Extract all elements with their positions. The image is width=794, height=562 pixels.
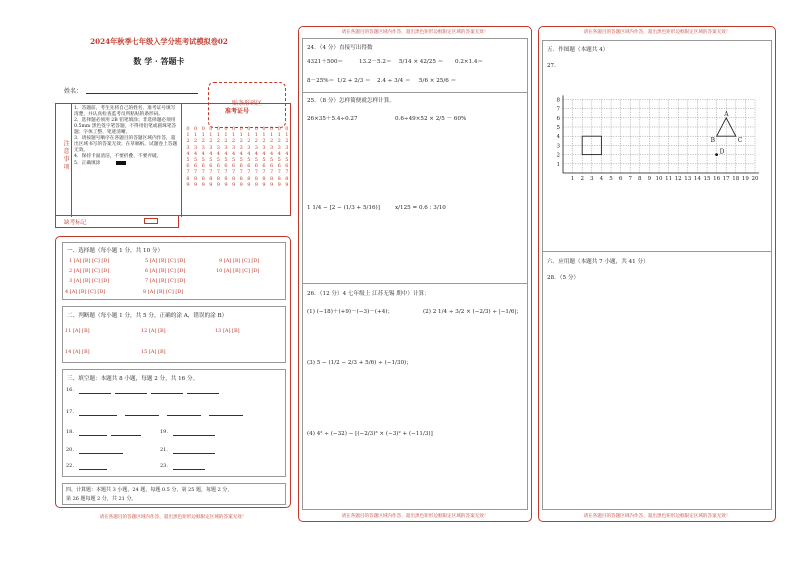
- coordinate-grid[interactable]: [549, 93, 773, 185]
- admission-digit-column[interactable]: [284, 126, 290, 188]
- admission-digit[interactable]: 7: [232, 169, 236, 176]
- admission-digit[interactable]: 8: [232, 175, 236, 182]
- y-tick-label: 8: [556, 97, 560, 104]
- admission-digit[interactable]: 1: [216, 132, 220, 139]
- section-3-title: 三、填空题：本题共 8 小题，每题 2 分，共 16 分。: [67, 376, 199, 382]
- x-tick-label: 4: [599, 176, 604, 182]
- q24-expr-1[interactable]: 4321＋500＝: [307, 59, 344, 65]
- admission-label: 准考证号: [224, 108, 249, 115]
- admission-digit[interactable]: 0: [270, 126, 274, 132]
- note-4: 4．保持卡面清洁，不要折叠、不要弄破。: [74, 154, 162, 159]
- admission-digit[interactable]: 7: [262, 169, 266, 176]
- admission-digit-column[interactable]: [238, 126, 244, 188]
- admission-digit[interactable]: 4: [201, 150, 205, 157]
- admission-digit[interactable]: 3: [247, 144, 251, 151]
- admission-digit[interactable]: 1: [186, 132, 190, 139]
- admission-digit[interactable]: 3: [277, 144, 281, 151]
- q16-blank-1[interactable]: [79, 393, 111, 394]
- q18-label: 18.: [66, 429, 74, 435]
- admission-digit[interactable]: 4: [209, 150, 213, 157]
- q4-options[interactable]: 4 [A] [B] [C] [D]: [65, 289, 106, 295]
- admission-digit-column[interactable]: [261, 126, 267, 188]
- q25-expr-4[interactable]: x/125 = 0.6 : 3/10: [395, 205, 446, 211]
- admission-digit[interactable]: 8: [254, 175, 258, 182]
- admission-digit[interactable]: 2: [247, 138, 251, 145]
- admission-digit[interactable]: 2: [239, 138, 243, 145]
- answer-sheet-subtitle: 数 学 · 答题卡: [133, 56, 185, 66]
- q17-blank-3[interactable]: [167, 415, 201, 416]
- right-top-warning: 请在各题目的答题区域内作答，超出黑色矩形边框限定区域的答案无效！: [583, 30, 731, 35]
- section-1-box: [62, 242, 286, 300]
- admission-digit[interactable]: 1: [232, 132, 236, 139]
- admission-digit[interactable]: 1: [209, 132, 213, 139]
- admission-digit[interactable]: 6: [201, 163, 205, 170]
- section-1-title: 一、选择题（每小题 1 分，共 10 分）: [67, 248, 164, 254]
- x-tick-label: 16: [713, 176, 721, 182]
- right-bottom-warning: 请在各题目的答题区域内作答，超出黑色矩形边框限定区域的答案无效！: [583, 514, 731, 519]
- x-tick-label: 10: [655, 176, 663, 182]
- admission-digit[interactable]: 6: [277, 163, 281, 170]
- x-tick-label: 14: [693, 176, 701, 182]
- x-tick-label: 18: [732, 176, 740, 182]
- q16-blank-3[interactable]: [151, 393, 183, 394]
- admission-digit[interactable]: 1: [285, 132, 289, 139]
- q25-expr-3[interactable]: 1 1/4 − [2 − (1/3 + 5/16)]: [307, 205, 380, 211]
- admission-digit[interactable]: 8: [209, 175, 213, 182]
- admission-digit-column[interactable]: [246, 126, 252, 188]
- admission-digit[interactable]: 5: [270, 157, 274, 164]
- admission-digit[interactable]: 3: [262, 144, 266, 151]
- admission-digit[interactable]: 8: [216, 175, 220, 182]
- q26-expr-2[interactable]: (2) 2 1/4 ÷ 3/2 × (−2/3) ÷ |−1/6|；: [423, 309, 522, 315]
- admission-digit[interactable]: 0: [285, 126, 289, 132]
- q25-expr-1[interactable]: 26×35＋5.4÷0.27: [307, 116, 358, 122]
- x-tick-label: 3: [590, 176, 594, 182]
- q18-blank-1[interactable]: [79, 435, 107, 436]
- q1-options[interactable]: 1 [A] [B] [C] [D]: [69, 258, 110, 264]
- admission-digit-column[interactable]: [193, 126, 199, 188]
- q24-25-box: [302, 38, 528, 284]
- admission-digit[interactable]: 5: [194, 157, 198, 164]
- admission-digit[interactable]: 8: [270, 175, 274, 182]
- section-2-box: [62, 306, 286, 363]
- q20-blank[interactable]: [79, 453, 123, 454]
- q16-blank-2[interactable]: [115, 393, 147, 394]
- q24-expr-7[interactable]: 2.4 ÷ 3/4 ＝: [377, 78, 411, 84]
- admission-digit[interactable]: 0: [216, 126, 220, 132]
- admission-digit[interactable]: 7: [270, 169, 274, 176]
- q24-expr-8[interactable]: 5/6 × 25/6 ＝: [419, 78, 457, 84]
- admission-digit[interactable]: 9: [277, 181, 281, 188]
- q13-options[interactable]: 13 [A] [B]: [215, 328, 240, 334]
- admission-digit[interactable]: 4: [262, 150, 266, 157]
- x-tick-label: 5: [609, 176, 613, 182]
- absent-mark-row: [55, 216, 179, 228]
- admission-digit[interactable]: 2: [186, 138, 190, 145]
- admission-digit[interactable]: 3: [254, 144, 258, 151]
- admission-digit-column[interactable]: [253, 126, 259, 188]
- q18-blank-2[interactable]: [111, 435, 141, 436]
- admission-digit[interactable]: 1: [194, 132, 198, 139]
- admission-digit[interactable]: 0: [194, 126, 198, 132]
- point-label: B: [710, 137, 716, 145]
- admission-digit-column[interactable]: [276, 126, 282, 188]
- admission-digit[interactable]: 5: [224, 157, 228, 164]
- q24-expr-4[interactable]: 0.2×1.4＝: [455, 59, 484, 65]
- admission-digit[interactable]: 1: [239, 132, 243, 139]
- admission-digit[interactable]: 9: [254, 181, 258, 188]
- admission-digit[interactable]: 5: [232, 157, 236, 164]
- admission-digit[interactable]: 9: [201, 181, 205, 188]
- admission-digit[interactable]: 6: [239, 163, 243, 170]
- admission-number-area: [181, 104, 292, 217]
- admission-digit[interactable]: 5: [186, 157, 190, 164]
- admission-digit[interactable]: 5: [247, 157, 251, 164]
- q9-options[interactable]: 9 [A] [B] [C] [D]: [219, 258, 260, 264]
- barcode-sticker-label: 贴条形码区: [231, 100, 262, 107]
- admission-digit[interactable]: 2: [277, 138, 281, 145]
- notes-side-text: 注 意 事 项: [62, 140, 69, 170]
- admission-digit[interactable]: 4: [270, 150, 274, 157]
- admission-digit[interactable]: 7: [254, 169, 258, 176]
- q3-options[interactable]: 3 [A] [B] [C] [D]: [69, 278, 110, 284]
- admission-digit-column[interactable]: [200, 126, 206, 188]
- notes-list: [74, 106, 178, 167]
- y-tick-label: 3: [556, 143, 560, 150]
- admission-digit[interactable]: 0: [254, 126, 258, 132]
- admission-digit[interactable]: 2: [232, 138, 236, 145]
- x-tick-label: 9: [647, 176, 652, 182]
- middle-top-warning: 请在各题目的答题区域内作答，超出黑色矩形边框限定区域的答案无效！: [341, 30, 489, 35]
- admission-digit[interactable]: 6: [224, 163, 228, 170]
- q17-blank-1[interactable]: [79, 415, 117, 416]
- note-3: 3．请按题号顺序在各题目的答题区域内作答，超出区域书写的答案无效；在草稿纸、试题卷上答题无效。: [74, 136, 178, 153]
- x-tick-label: 19: [741, 176, 749, 182]
- admission-digit[interactable]: 9: [239, 181, 243, 188]
- admission-digit-column[interactable]: [269, 126, 275, 188]
- admission-digit[interactable]: 1: [247, 132, 251, 139]
- admission-digit[interactable]: 8: [201, 175, 205, 182]
- q15-options[interactable]: 15 [A] [B]: [141, 349, 166, 355]
- admission-digit[interactable]: 7: [285, 169, 289, 176]
- q26-expr-4[interactable]: (4) 4² ÷ (−32) − [(−2/3)³ × (−3)² + (−11/3)]: [307, 431, 433, 437]
- admission-digit[interactable]: 8: [285, 175, 289, 182]
- q26-title: 26．（12 分）4 七年级上 江苏无锡 期中）计算：: [307, 291, 430, 297]
- notes-side-label: [56, 104, 72, 217]
- notes-admission-block: [55, 103, 291, 216]
- name-input-line[interactable]: [86, 93, 198, 94]
- admission-digit-column[interactable]: [208, 126, 214, 188]
- admission-digit[interactable]: 9: [232, 181, 236, 188]
- q6-options[interactable]: 6 [A] [B] [C] [D]: [145, 268, 186, 274]
- admission-digit[interactable]: 0: [224, 126, 228, 132]
- admission-digit[interactable]: 3: [224, 144, 228, 151]
- q26-expr-3[interactable]: (3) 5 − (1/2 − 2/3 + 5/6) ÷ (−1/30)；: [307, 360, 412, 366]
- admission-digit[interactable]: 2: [285, 138, 289, 145]
- admission-digit[interactable]: 3: [285, 144, 289, 151]
- point-d-dot: [715, 153, 718, 156]
- q24-expr-3[interactable]: 5/14 × 42/25 ＝: [399, 59, 444, 65]
- admission-digit[interactable]: 2: [209, 138, 213, 145]
- admission-digit[interactable]: 4: [224, 150, 228, 157]
- admission-digit[interactable]: 9: [262, 181, 266, 188]
- q16-label: 16.: [66, 387, 74, 393]
- admission-digit[interactable]: 9: [270, 181, 274, 188]
- admission-digit[interactable]: 3: [186, 144, 190, 151]
- admission-digit[interactable]: 7: [209, 169, 213, 176]
- q2-options[interactable]: 2 [A] [B] [C] [D]: [69, 268, 110, 274]
- y-tick-label: 7: [556, 106, 560, 113]
- admission-digit[interactable]: 3: [270, 144, 274, 151]
- admission-digit[interactable]: 4: [216, 150, 220, 157]
- admission-digit[interactable]: 0: [209, 126, 213, 132]
- admission-digit[interactable]: 6: [232, 163, 236, 170]
- section-6-box: [542, 252, 772, 510]
- x-tick-label: 12: [674, 176, 682, 182]
- admission-digit[interactable]: 9: [247, 181, 251, 188]
- admission-digit[interactable]: 7: [247, 169, 251, 176]
- admission-digit[interactable]: 1: [270, 132, 274, 139]
- admission-digit[interactable]: 9: [209, 181, 213, 188]
- section-6-title: 六．应用题（本题共 7 小题，共 41 分）: [547, 259, 649, 265]
- admission-digit[interactable]: 0: [262, 126, 266, 132]
- admission-digit[interactable]: 6: [285, 163, 289, 170]
- admission-digit[interactable]: 2: [194, 138, 198, 145]
- q24-q25-divider: [303, 92, 527, 93]
- admission-digit[interactable]: 3: [216, 144, 220, 151]
- admission-digit[interactable]: 9: [216, 181, 220, 188]
- admission-digit[interactable]: 8: [186, 175, 190, 182]
- x-tick-label: 6: [618, 176, 623, 182]
- admission-digit[interactable]: 8: [224, 175, 228, 182]
- admission-digit[interactable]: 7: [224, 169, 228, 176]
- q17-label: 17.: [66, 409, 74, 415]
- admission-digit[interactable]: 4: [239, 150, 243, 157]
- q24-expr-2[interactable]: 13.2－5.2＝: [359, 59, 392, 65]
- admission-digit[interactable]: 5: [216, 157, 220, 164]
- admission-digit[interactable]: 5: [262, 157, 266, 164]
- admission-digit[interactable]: 1: [224, 132, 228, 139]
- admission-digit[interactable]: 0: [186, 126, 190, 132]
- q5-options[interactable]: 5 [A] [B] [C] [D]: [145, 258, 186, 264]
- point-label: A: [724, 110, 729, 118]
- y-tick-label: 5: [556, 125, 560, 131]
- admission-digit[interactable]: 0: [232, 126, 236, 132]
- x-tick-label: 8: [638, 176, 642, 182]
- q21-blank[interactable]: [173, 453, 215, 454]
- q27-label: 27．: [547, 63, 560, 69]
- filled-sample-mark: [116, 161, 126, 165]
- q8-options[interactable]: 8 [A] [B] [C] [D]: [143, 289, 184, 295]
- note-2: 2．选择题必须用 2B 铅笔填涂；非选择题必须用 0.5mm 黑色签字笔答题，不得用铅笔或圆珠笔答题；字体工整、笔迹清晰。: [74, 118, 177, 135]
- q24-expr-5[interactable]: 8－25%＝: [307, 78, 335, 84]
- q28-label: 28．（5 分）: [547, 275, 580, 281]
- exam-title: 2024年秋季七年级入学分班考试模拟卷02: [90, 37, 228, 46]
- q24-title: 24．（4 分）直接写出得数: [307, 45, 373, 51]
- admission-digit[interactable]: 1: [262, 132, 266, 139]
- admission-digit[interactable]: 9: [186, 181, 190, 188]
- admission-digit[interactable]: 6: [247, 163, 251, 170]
- admission-digit[interactable]: 7: [277, 169, 281, 176]
- admission-digit[interactable]: 6: [209, 163, 213, 170]
- q20-label: 20.: [66, 447, 74, 453]
- admission-digit[interactable]: 6: [270, 163, 274, 170]
- y-tick-label: 2: [556, 152, 560, 159]
- admission-digit[interactable]: 9: [285, 181, 289, 188]
- y-tick-label: 1: [556, 161, 560, 168]
- x-tick-label: 2: [580, 176, 584, 182]
- admission-digit[interactable]: 5: [254, 157, 258, 164]
- left-bottom-warning: 请在各题目的答题区域内作答，超出黑色矩形边框限定区域的答案无效！: [99, 515, 247, 520]
- admission-digit-grid[interactable]: [185, 126, 291, 196]
- y-tick-label: 6: [556, 115, 560, 122]
- admission-digit[interactable]: 4: [232, 150, 236, 157]
- admission-digit[interactable]: 3: [232, 144, 236, 151]
- section-3-box: [62, 369, 286, 477]
- admission-digit[interactable]: 2: [254, 138, 258, 145]
- admission-digit[interactable]: 2: [262, 138, 266, 145]
- admission-digit[interactable]: 6: [254, 163, 258, 170]
- admission-digit[interactable]: 8: [194, 175, 198, 182]
- q16-blank-4[interactable]: [187, 393, 219, 394]
- x-tick-label: 7: [628, 176, 632, 182]
- admission-digit[interactable]: 5: [277, 157, 281, 164]
- x-tick-label: 11: [665, 176, 673, 182]
- q22-blank[interactable]: [79, 469, 107, 470]
- q21-label: 21.: [160, 447, 168, 453]
- admission-digit[interactable]: 4: [186, 150, 190, 157]
- admission-digit-column[interactable]: [223, 126, 229, 188]
- admission-digit[interactable]: 1: [201, 132, 205, 139]
- middle-bottom-warning: 请在各题目的答题区域内作答，超出黑色矩形边框限定区域的答案无效！: [341, 514, 489, 519]
- q26-expr-1[interactable]: (1) (−18)＋(+9)－(−3)－(+4)；: [307, 309, 394, 315]
- note-1: 1．答题前，考生先将自己的姓名、准考证号填写清楚，并认真检查监考员所粘贴的条形码。: [74, 106, 176, 117]
- section-5-title: 五．作图题（本题共 4）: [547, 47, 609, 53]
- admission-digit[interactable]: 2: [270, 138, 274, 145]
- admission-digit[interactable]: 3: [201, 144, 205, 151]
- admission-digit[interactable]: 5: [239, 157, 243, 164]
- q23-blank[interactable]: [173, 469, 205, 470]
- section-4-title-line-2: 第 26 题每题 2 分，共 21 分。: [66, 496, 137, 502]
- q12-options[interactable]: 12 [A] [B]: [141, 328, 166, 334]
- x-tick-label: 1: [570, 176, 575, 182]
- admission-digit-column[interactable]: [185, 126, 191, 188]
- q26-box: [302, 284, 528, 510]
- admission-digit[interactable]: 8: [262, 175, 266, 182]
- admission-digit[interactable]: 4: [285, 150, 289, 157]
- admission-digit[interactable]: 0: [239, 126, 243, 132]
- q14-options[interactable]: 14 [A] [B]: [65, 349, 90, 355]
- admission-digit[interactable]: 2: [201, 138, 205, 145]
- admission-digit[interactable]: 5: [209, 157, 213, 164]
- absent-checkbox[interactable]: [144, 218, 158, 224]
- q11-options[interactable]: 11 [A] [B]: [65, 328, 90, 334]
- admission-digit[interactable]: 6: [216, 163, 220, 170]
- y-tick-label: 4: [556, 134, 560, 141]
- admission-digit[interactable]: 9: [194, 181, 198, 188]
- x-tick-label: 20: [751, 176, 759, 182]
- admission-digit[interactable]: 4: [254, 150, 258, 157]
- x-tick-label: 13: [684, 176, 692, 182]
- admission-digit[interactable]: 7: [239, 169, 243, 176]
- admission-digit[interactable]: 1: [277, 132, 281, 139]
- section-5-box: [542, 40, 772, 252]
- admission-digit-column[interactable]: [215, 126, 221, 188]
- admission-digit[interactable]: 1: [254, 132, 258, 139]
- admission-digit[interactable]: 0: [247, 126, 251, 132]
- section-4-box: [62, 483, 286, 505]
- q24-expr-6[interactable]: 1/2 + 2/3 ＝: [337, 78, 371, 84]
- admission-digit[interactable]: 6: [262, 163, 266, 170]
- admission-digit[interactable]: 6: [186, 163, 190, 170]
- admission-digit[interactable]: 7: [186, 169, 190, 176]
- admission-digit[interactable]: 2: [216, 138, 220, 145]
- q17-blank-4[interactable]: [209, 415, 243, 416]
- q17-blank-2[interactable]: [125, 415, 159, 416]
- admission-digit[interactable]: 4: [194, 150, 198, 157]
- admission-digit[interactable]: 3: [239, 144, 243, 151]
- q19-blank[interactable]: [173, 435, 215, 436]
- q19-label: 19.: [160, 429, 168, 435]
- q22-label: 22.: [66, 463, 74, 469]
- q25-expr-2[interactable]: 0.6÷49×52 × 2/5 － 60%: [395, 116, 467, 122]
- name-label: 姓名：: [64, 88, 83, 95]
- point-label: C: [737, 137, 743, 145]
- note-5: 5．正确填涂: [74, 161, 101, 166]
- admission-digit-column[interactable]: [231, 126, 237, 188]
- admission-digit[interactable]: 7: [216, 169, 220, 176]
- q10-options[interactable]: 10 [A] [B] [C] [D]: [216, 268, 260, 274]
- admission-digit[interactable]: 4: [277, 150, 281, 157]
- admission-digit[interactable]: 7: [201, 169, 205, 176]
- admission-digit[interactable]: 8: [277, 175, 281, 182]
- admission-digit[interactable]: 0: [277, 126, 281, 132]
- admission-digit[interactable]: 7: [194, 169, 198, 176]
- admission-digit[interactable]: 3: [194, 144, 198, 151]
- q25-title: 25．（8 分）怎样简便就怎样计算。: [307, 98, 395, 104]
- admission-digit[interactable]: 5: [285, 157, 289, 164]
- x-tick-label: 15: [703, 176, 711, 182]
- admission-digit[interactable]: 8: [247, 175, 251, 182]
- admission-digit[interactable]: 3: [209, 144, 213, 151]
- admission-digit[interactable]: 8: [239, 175, 243, 182]
- q7-options[interactable]: 7 [A] [B] [C] [D]: [145, 278, 186, 284]
- admission-digit[interactable]: 0: [201, 126, 205, 132]
- x-tick-label: 17: [722, 176, 730, 182]
- admission-digit[interactable]: 4: [247, 150, 251, 157]
- admission-digit[interactable]: 5: [201, 157, 205, 164]
- admission-digit[interactable]: 2: [224, 138, 228, 145]
- absent-label: 缺考标记: [64, 220, 87, 226]
- section-4-title-line-1: 四、计算题：本题共 3 小题，24 题，每题 0.5 分，第 25 题，每题 2 分，: [66, 487, 233, 493]
- point-label: D: [719, 148, 725, 156]
- admission-digit[interactable]: 6: [194, 163, 198, 170]
- section-2-title: 二、判断题（每小题 1 分，共 5 分，正确的涂 A，错误的涂 B）: [67, 313, 228, 319]
- admission-digit[interactable]: 9: [224, 181, 228, 188]
- q23-label: 23.: [160, 463, 168, 469]
